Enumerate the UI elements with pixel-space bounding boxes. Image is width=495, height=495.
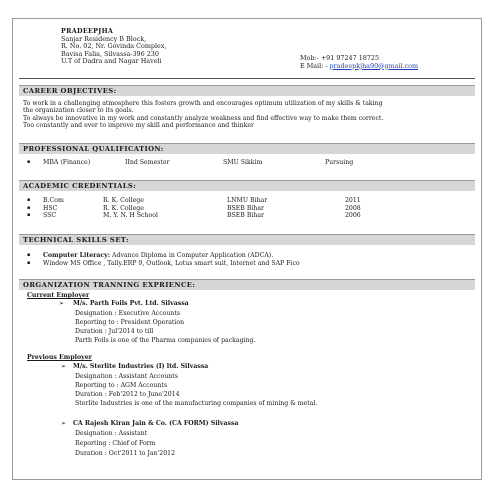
school: M. Y. N. H School	[103, 212, 158, 220]
current-employer-label: Current Employer	[27, 292, 90, 299]
career-line: To work in a challenging atmosphere this fosters growth and encourages optimum utilization of my skills & taking	[23, 100, 383, 107]
school: R. K. College	[103, 197, 144, 204]
literacy-text: Advance Diploma in Computer Application (ADCA).	[110, 252, 274, 259]
year: 2011	[345, 197, 361, 204]
previous-designation: Designation : Assistant	[75, 430, 148, 437]
school: R. K. College	[103, 204, 144, 212]
arrow-bullet-icon: ➢	[59, 300, 65, 307]
address-line: U.T of Dadra and Nagar Haveli	[61, 57, 162, 66]
address-line: R. No. 02, Nr. Govinda Complex,	[61, 42, 167, 51]
academic-row	[23, 205, 473, 213]
arrow-bullet-icon: ➢	[61, 420, 67, 427]
board: BSEB Bihar	[227, 204, 264, 212]
previous-company: M/s. Sterlite Industries (I) ltd. Silvassa	[73, 363, 209, 370]
technical-heading: TECHNICAL SKILLS SET:	[19, 234, 475, 245]
career-text	[23, 100, 473, 130]
career-line: Too constantly and ever to improve my skill and performance and thinker	[23, 122, 254, 130]
square-bullet-icon: ▪	[27, 197, 31, 203]
previous-note: Sterlite Industries is one of the manufacturing companies of mining & metal.	[75, 400, 318, 407]
status: Pursuing	[325, 159, 354, 166]
academic-row	[23, 197, 473, 205]
previous-duration: Duration : Oct'2011 to Jan'2012	[75, 450, 176, 457]
square-bullet-icon: ▪	[27, 159, 31, 165]
experience-heading: ORGANIZATION TRANNING EXPRIENCE:	[19, 279, 475, 290]
current-designation: Designation : Executive Accounts	[75, 310, 181, 317]
square-bullet-icon: ▪	[27, 204, 31, 211]
career-heading: CAREER OBJECTIVES:	[19, 85, 475, 96]
course: HSC	[43, 204, 58, 212]
literacy-label: Computer Literacy:	[43, 252, 111, 259]
current-note: Parth Foils is one of the Pharma companies of packaging.	[75, 337, 256, 344]
mobile-number: Mob:- +91 97247 18725	[300, 54, 380, 62]
previous-designation: Designation : Assistant Accounts	[75, 373, 178, 380]
current-company: M/s. Parth Foils Pvt. Ltd. Silvassa	[73, 300, 189, 307]
email-line	[300, 63, 418, 71]
technical-list	[23, 252, 473, 267]
professional-heading: PROFESSIONAL QUALIFICATION:	[19, 143, 475, 154]
academic-heading: ACADEMIC CREDENTIALS:	[19, 180, 475, 191]
current-reporting: Reporting to : President Operation	[75, 319, 185, 326]
professional-row	[23, 159, 473, 167]
email-link[interactable]: pradeepkjha90@gmail.com	[329, 61, 419, 70]
square-bullet-icon: ▪	[27, 212, 31, 219]
header-divider	[19, 78, 475, 79]
career-line: the organization closer to its goals.	[23, 107, 134, 115]
header-block	[61, 28, 166, 66]
semester: IInd Semester	[125, 159, 170, 166]
previous-company: CA Rajesh Kiran Jain & Co. (CA FORM) Silvassa	[73, 420, 239, 427]
resume-page	[12, 18, 482, 480]
software-skills: Window MS Office , Tally.ERP 9, Outlook, Lotus smart suit, Internet and SAP Fico	[43, 259, 300, 267]
square-bullet-icon: ▪	[27, 259, 31, 266]
previous-duration: Duration : Feb'2012 to June'2014	[75, 391, 180, 398]
arrow-bullet-icon: ➢	[61, 363, 67, 370]
computer-literacy	[43, 252, 273, 259]
year: 2006	[345, 212, 361, 220]
current-duration: Duration : Jul'2014 to till	[75, 328, 154, 335]
academic-table	[23, 197, 473, 220]
degree: MBA (Finance)	[43, 159, 91, 166]
previous-employer-label: Previous Employer	[27, 354, 92, 361]
candidate-name: PRADEEPJHA	[61, 27, 114, 35]
university: SMU Sikkim	[223, 159, 263, 166]
board: BSEB Bihar	[227, 212, 264, 220]
contact-block	[300, 55, 418, 70]
year: 2008	[345, 204, 361, 212]
email-label: E Mail: -	[300, 61, 330, 70]
board: LNMU Bihar	[227, 197, 268, 204]
academic-row	[23, 212, 473, 220]
course: SSC	[43, 212, 57, 220]
career-line: To always be innovative in my work and constantly analyze weakness and find effective way to make them correct.	[23, 114, 384, 122]
address-line: Bavisa Falia, Silvassa-396 230	[61, 49, 159, 58]
previous-reporting: Reporting to : AGM Accounts	[75, 382, 168, 389]
square-bullet-icon: ▪	[27, 252, 31, 258]
address-line: Sanjar Residency B Block,	[61, 34, 147, 43]
course: B.Com	[43, 197, 64, 204]
previous-reporting: Reporting : Chief of Form	[75, 440, 156, 447]
